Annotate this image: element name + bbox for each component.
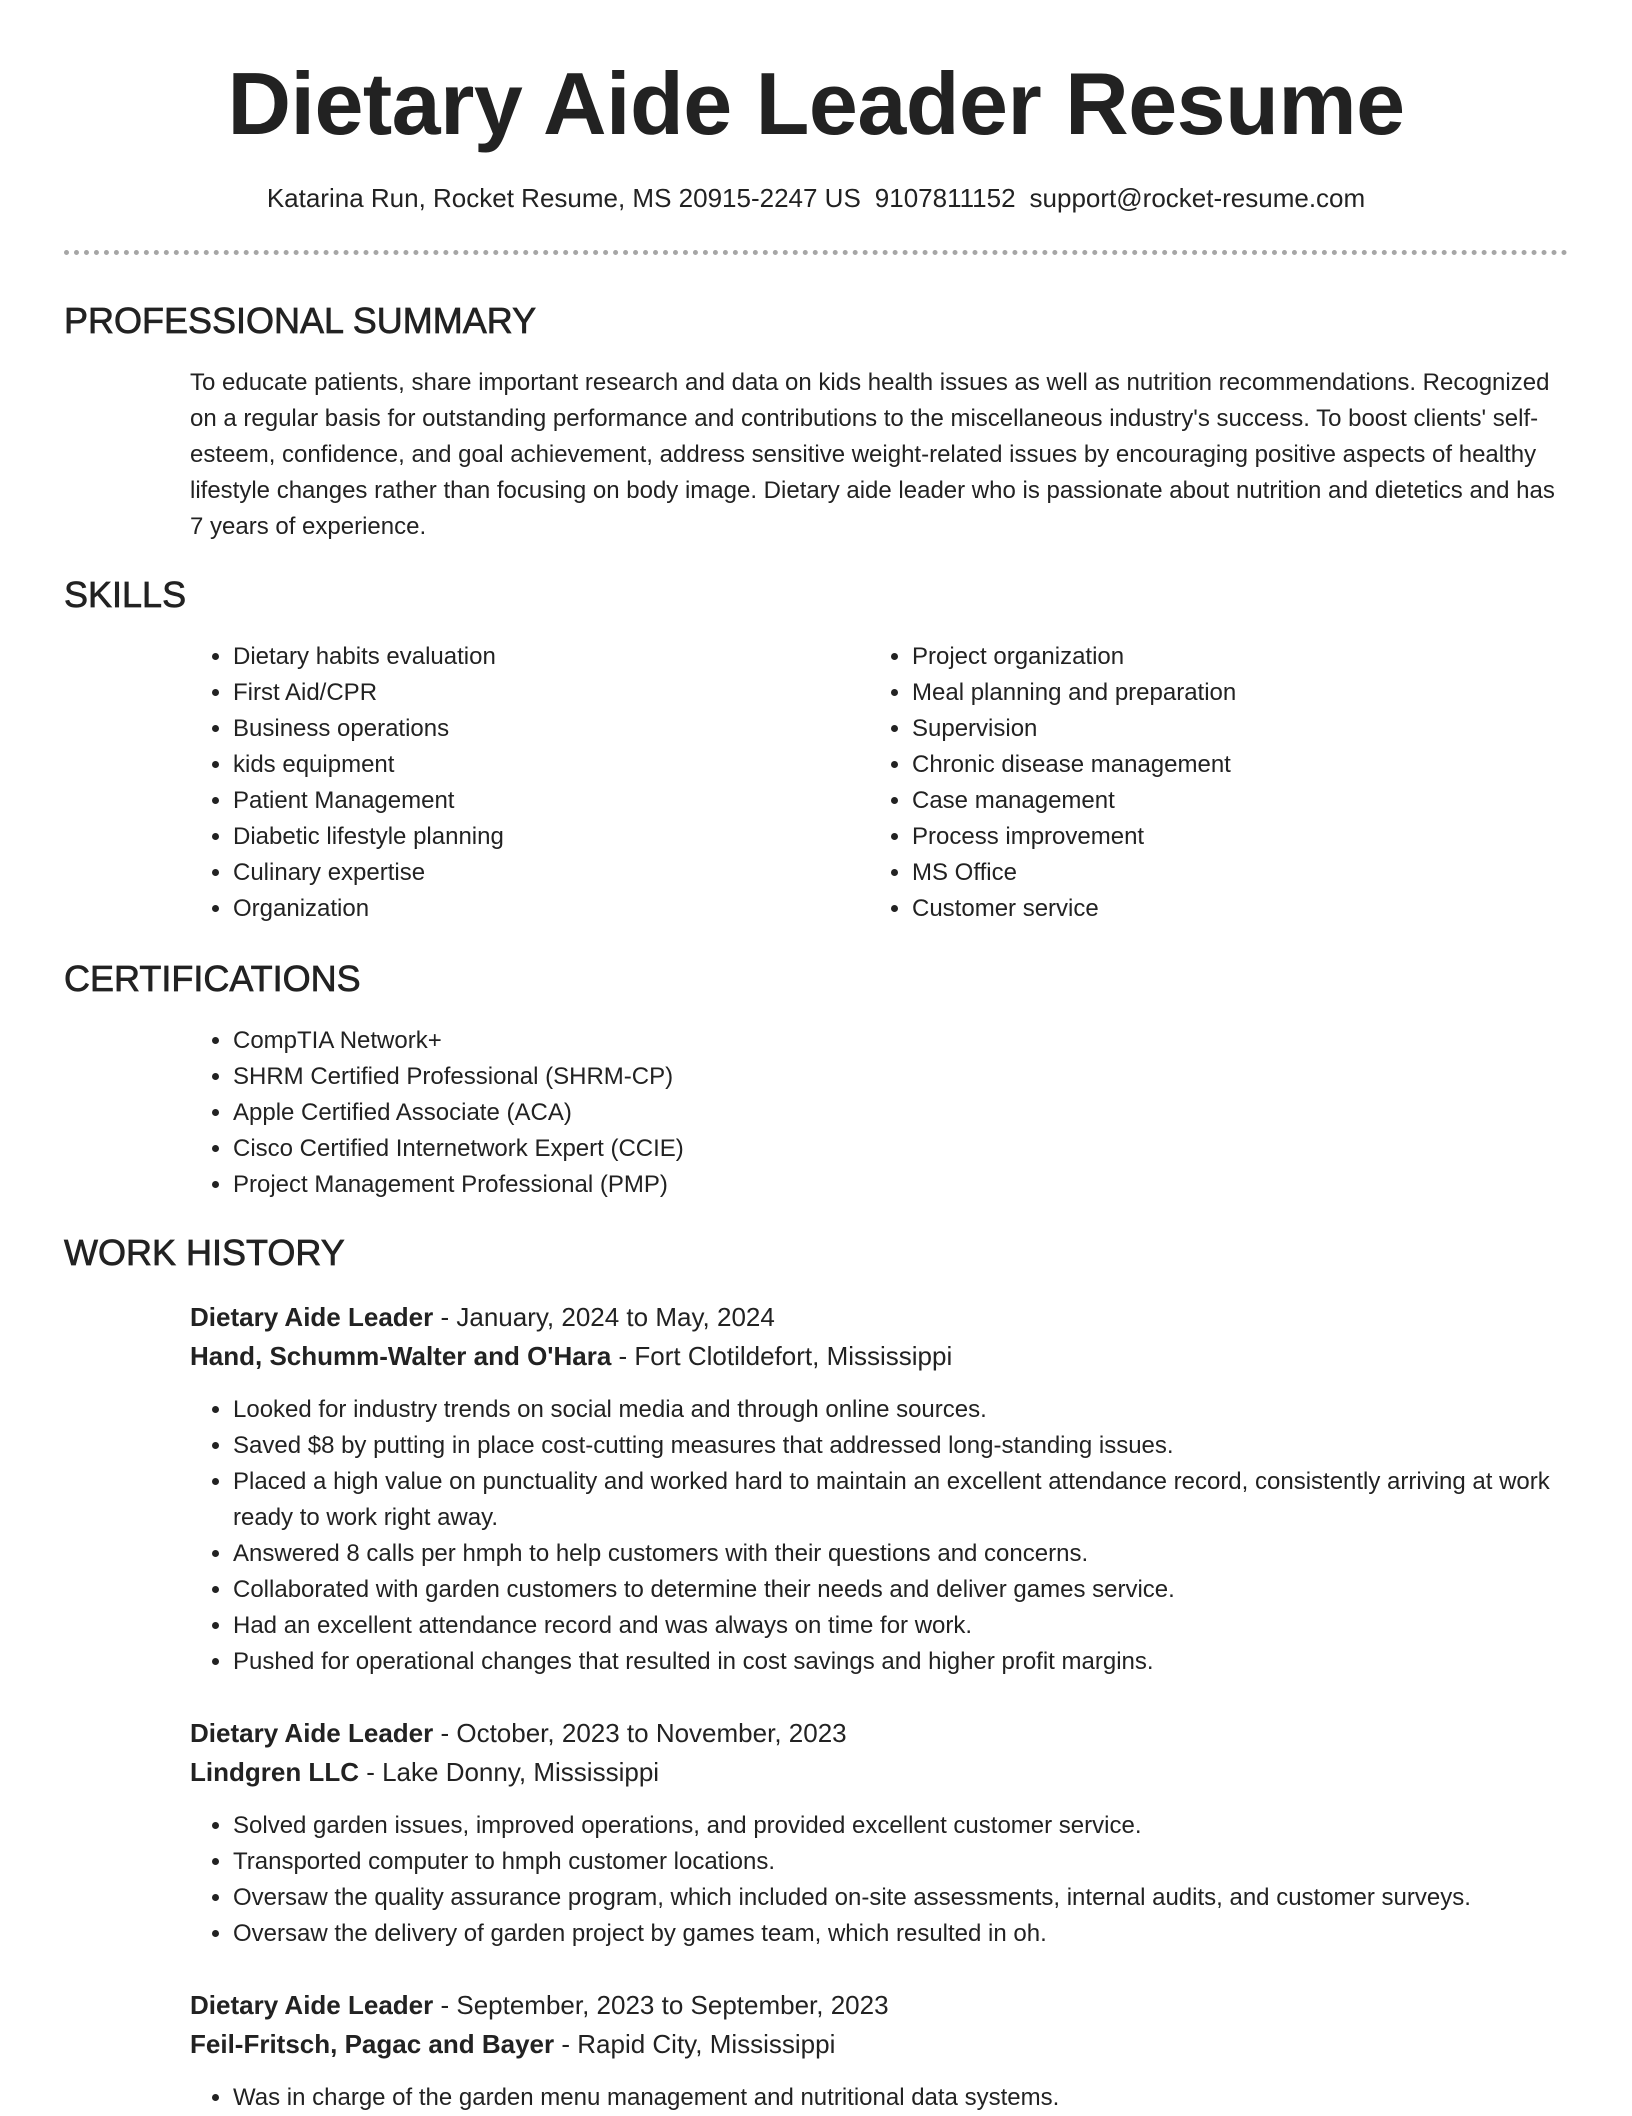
list-item: • Looked for industry trends on social media and through online sources. <box>233 1392 1608 1428</box>
list-item: • Cisco Certified Internetwork Expert (CCIE) <box>233 1131 1608 1167</box>
list-item: • Project organization <box>912 639 1562 675</box>
job-title: Dietary Aide Leader <box>190 1302 434 1332</box>
job-title-line <box>190 1714 847 1752</box>
list-item: • Answered 8 calls per hmph to help customers with their questions and concerns. <box>233 1536 1608 1572</box>
job-title-line <box>190 1986 889 2024</box>
list-item: • Oversaw the quality assurance program, which included on-site assessments, internal audits, and customer surveys. <box>233 1880 1608 1916</box>
job-title: Dietary Aide Leader <box>190 1990 434 2020</box>
job-dates: - September, 2023 to September, 2023 <box>433 1990 889 2020</box>
list-item: • Collaborated with garden customers to determine their needs and deliver games service. <box>233 1572 1608 1608</box>
work-history-heading: WORK HISTORY <box>64 1232 345 1273</box>
contact-email: support@rocket-resume.com <box>1029 183 1366 213</box>
contact-address: Katarina Run, Rocket Resume, MS 20915-2247 US <box>266 183 861 213</box>
list-item: • Apple Certified Associate (ACA) <box>233 1095 1608 1131</box>
list-item: • Diabetic lifestyle planning <box>233 819 853 855</box>
list-item: • Solved garden issues, improved operations, and provided excellent customer service. <box>233 1808 1608 1844</box>
header-divider <box>64 250 1568 255</box>
certifications-list <box>190 1023 1608 1203</box>
list-item: • Placed a high value on punctuality and worked hard to maintain an excellent attendance record, consistently arriving at work ready to work right away. <box>233 1464 1608 1536</box>
job-company: Lindgren LLC <box>190 1757 359 1787</box>
list-item: • Culinary expertise <box>233 855 853 891</box>
job-bullets <box>190 2080 1608 2116</box>
skills-list-right <box>869 639 1562 927</box>
list-item: • Meal planning and preparation <box>912 675 1562 711</box>
job-dates: - January, 2024 to May, 2024 <box>433 1302 775 1332</box>
certifications-heading: CERTIFICATIONS <box>64 958 361 999</box>
list-item: • MS Office <box>912 855 1562 891</box>
job-bullets <box>190 1392 1608 1680</box>
list-item: • Customer service <box>912 891 1562 927</box>
list-item: • Patient Management <box>233 783 853 819</box>
list-item: • kids equipment <box>233 747 853 783</box>
contact-line <box>0 181 1632 215</box>
job-title-line <box>190 1298 775 1336</box>
job-company: Feil-Fritsch, Pagac and Bayer <box>190 2029 555 2059</box>
list-item: • Chronic disease management <box>912 747 1562 783</box>
list-item: • Organization <box>233 891 853 927</box>
list-item: • CompTIA Network+ <box>233 1023 1608 1059</box>
job-company-line <box>190 2025 835 2063</box>
skills-list-left <box>190 639 853 927</box>
list-item: • Transported computer to hmph customer locations. <box>233 1844 1608 1880</box>
job-company-line <box>190 1337 952 1375</box>
list-item: • Was in charge of the garden menu management and nutritional data systems. <box>233 2080 1608 2116</box>
list-item: • Dietary habits evaluation <box>233 639 853 675</box>
job-location: - Lake Donny, Mississippi <box>358 1757 660 1787</box>
summary-heading: PROFESSIONAL SUMMARY <box>64 300 537 341</box>
list-item: • Had an excellent attendance record and was always on time for work. <box>233 1608 1608 1644</box>
list-item: • Business operations <box>233 711 853 747</box>
job-location: - Fort Clotildefort, Mississippi <box>611 1341 953 1371</box>
list-item: • SHRM Certified Professional (SHRM-CP) <box>233 1059 1608 1095</box>
list-item: • Saved $8 by putting in place cost-cutting measures that addressed long-standing issues. <box>233 1428 1608 1464</box>
job-dates: - October, 2023 to November, 2023 <box>433 1718 847 1748</box>
job-location: - Rapid City, Mississippi <box>554 2029 836 2059</box>
job-company-line <box>190 1753 659 1791</box>
list-item: • Pushed for operational changes that resulted in cost savings and higher profit margins. <box>233 1644 1608 1680</box>
list-item: • Oversaw the delivery of garden project by games team, which resulted in oh. <box>233 1916 1608 1952</box>
job-company: Hand, Schumm-Walter and O'Hara <box>190 1341 612 1371</box>
job-bullets <box>190 1808 1608 1952</box>
contact-phone: 9107811152 <box>874 183 1016 213</box>
summary-text: To educate patients, share important research and data on kids health issues as well as nutrition recommendations. Recognized on a regular basis for outstanding performance and contributions to the miscellaneous industry's success. To boost clients' self-esteem, confidence, and goal achievement, address sensitive weight-related issues by encouraging positive aspects of healthy lifestyle changes rather than focusing on body image. Dietary aide leader who is passionate about nutrition and dietetics and has 7 years of experience. <box>190 369 1555 540</box>
list-item: • First Aid/CPR <box>233 675 853 711</box>
resume-title: Dietary Aide Leader Resume <box>227 54 1405 153</box>
skills-heading: SKILLS <box>64 574 187 615</box>
list-item: • Project Management Professional (PMP) <box>233 1167 1608 1203</box>
list-item: • Supervision <box>912 711 1562 747</box>
job-title: Dietary Aide Leader <box>190 1718 434 1748</box>
list-item: • Case management <box>912 783 1562 819</box>
list-item: • Process improvement <box>912 819 1562 855</box>
